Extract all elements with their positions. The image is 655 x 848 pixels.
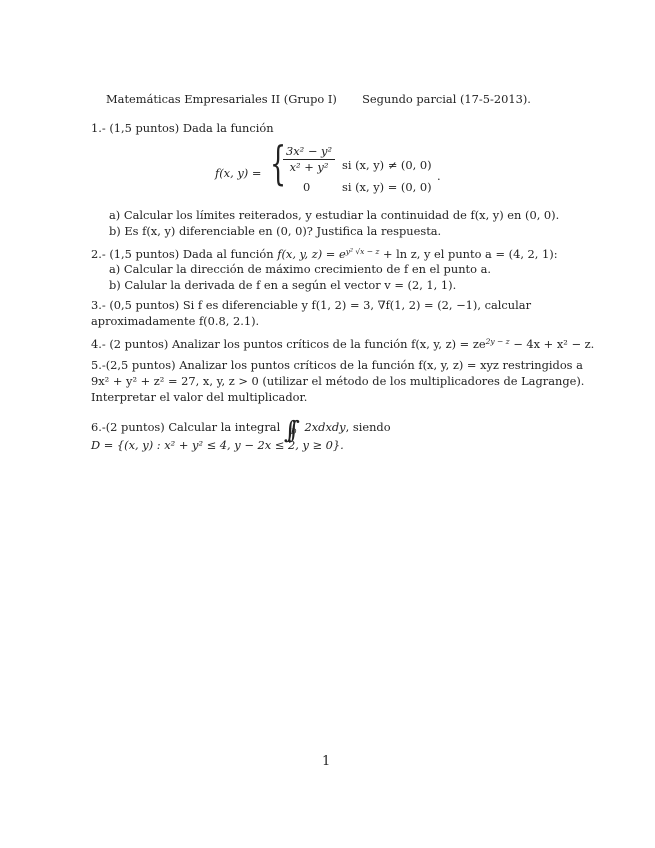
piecewise-brace: { xyxy=(270,136,287,190)
q4-exponent: 2y − z xyxy=(485,337,510,346)
q1-condition-1: si (x, y) ≠ (0, 0) xyxy=(342,158,432,172)
exam-date: Segundo parcial (17-5-2013). xyxy=(362,92,531,106)
double-integral-sign: ∫∫ xyxy=(283,416,291,444)
q4-line-1 xyxy=(91,339,594,350)
page-number: 1 xyxy=(322,754,331,769)
q5-line-2: 9x² + y² + z² = 27, x, y, z > 0 (utilizar el método de los multiplicadores de Lagrange). xyxy=(91,374,585,388)
fraction-numerator: 3x² − y² xyxy=(283,146,335,160)
course-title: Matemáticas Empresariales II (Grupo I) xyxy=(106,92,337,106)
q6-text: 6.-(2 puntos) Calcular la integral xyxy=(91,420,284,434)
q3-line-2: aproximadamente f(0.8, 2.1). xyxy=(91,314,260,328)
q6-tail: , siendo xyxy=(345,420,391,434)
q1-fraction xyxy=(283,146,335,174)
q6-integrand: 2xdxdy xyxy=(304,420,346,434)
q1-intro: 1.- (1,5 puntos) Dada la función xyxy=(91,121,274,135)
q1-part-a: a) Calcular los límites reiterados, y estudiar la continuidad de f(x, y) en (0, 0). xyxy=(109,208,560,222)
exam-title xyxy=(106,94,531,105)
q5-line-3: Interpretar el valor del multiplicador. xyxy=(91,390,308,404)
q2-intro-text: 2.- (1,5 puntos) Dada al función xyxy=(91,247,278,261)
q2-function: f(x, y, z) = e xyxy=(277,247,346,261)
q2-part-a: a) Calcular la dirección de máximo crecimiento de f en el punto a. xyxy=(109,262,491,276)
q2-part-b: b) Calular la derivada de f en a según el vector v = (2, 1, 1). xyxy=(109,278,457,292)
q1-part-b: b) Es f(x, y) diferenciable en (0, 0)? Justifica la respuesta. xyxy=(109,224,442,238)
q2-intro-tail: + ln z, y el punto a = (4, 2, 1): xyxy=(379,247,558,261)
q4-text: 4.- (2 puntos) Analizar los puntos críticos de la función f(x, y, z) = ze xyxy=(91,337,486,351)
integral-domain: D xyxy=(290,428,297,436)
q2-intro xyxy=(91,249,558,260)
q2-exponent: y² √x − z xyxy=(345,247,380,256)
q3-line-1: 3.- (0,5 puntos) Si f es diferenciable y f(1, 2) = 3, ∇f(1, 2) = (2, −1), calcular xyxy=(91,298,532,312)
q1-function-lhs: f(x, y) = xyxy=(215,166,262,180)
q4-tail: − 4x + x² − z. xyxy=(509,337,595,351)
fraction-denominator: x² + y² xyxy=(289,160,329,175)
q1-period: . xyxy=(437,169,441,183)
q5-line-1: 5.-(2,5 puntos) Analizar los puntos críticos de la función f(x, y, z) = xyz restringidos a xyxy=(91,358,583,372)
q1-condition-2: si (x, y) = (0, 0) xyxy=(342,180,432,194)
q6-domain-definition: D = {(x, y) : x² + y² ≤ 4, y − 2x ≤ 2, y ≥ 0}. xyxy=(91,438,344,452)
q1-zero-value: 0 xyxy=(303,180,311,194)
